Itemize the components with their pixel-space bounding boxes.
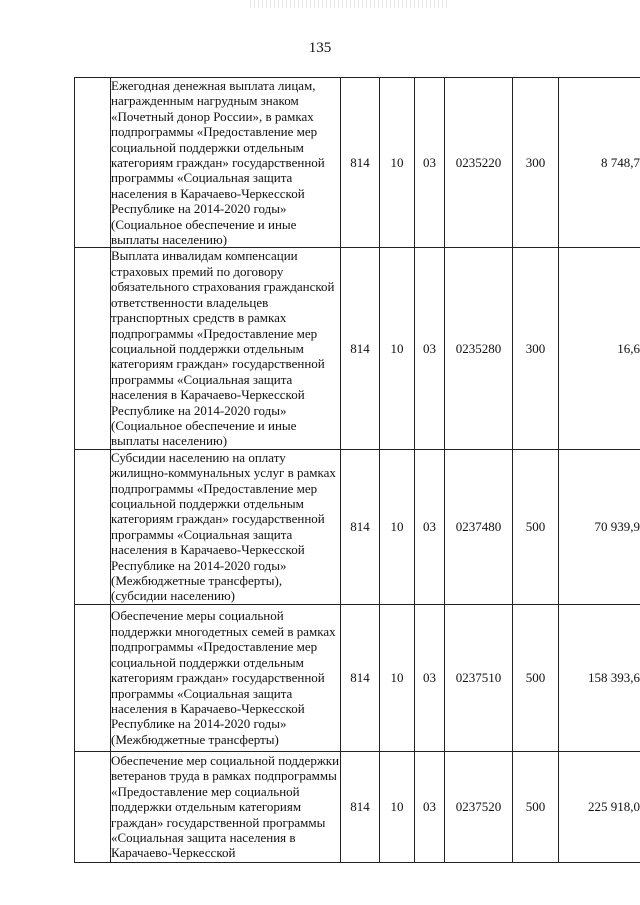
budget-table: [74, 77, 640, 863]
blank-cell: [75, 78, 111, 248]
amount-cell: 16,6: [559, 248, 640, 449]
target-article-cell: 0237510: [445, 604, 513, 751]
ministry-code-cell: 814: [341, 604, 380, 751]
blank-cell: [75, 604, 111, 751]
subsection-code-cell: 03: [415, 751, 445, 862]
amount-cell: 158 393,6: [559, 604, 640, 751]
table-row: [75, 751, 640, 862]
amount-cell: 8 748,7: [559, 78, 640, 248]
blank-cell: [75, 248, 111, 449]
table-row: [75, 449, 640, 604]
ministry-code-cell: 814: [341, 751, 380, 862]
description-cell: Обеспечение меры социальной поддержки многодетных семей в рамках подпрограммы «Предоставление мер социальной поддержки отдельным категориям граждан» государственной программы «Социальная защита населения в Карачаево-Черкесской Республике на 2014-2020 годы» (Межбюджетные трансферты): [111, 604, 341, 751]
subsection-code-cell: 03: [415, 449, 445, 604]
description-cell: Обеспечение мер социальной поддержки ветеранов труда в рамках подпрограммы «Предоставление мер социальной поддержки отдельным категориям граждан» государственной программы «Социальная защита населения в Карачаево-Черкесской: [111, 752, 340, 861]
description-cell: Выплата инвалидам компенсации страховых премий по договору обязательного страхования гражданской ответственности владельцев транспортных средств в рамках подпрограммы «Предоставление мер социальной поддержки отдельным категориям граждан» государственной программы «Социальная защита населения в Карачаево-Черкесской Республике на 2014-2020 годы» (Социальное обеспечение и иные выплаты населению): [111, 248, 341, 449]
subsection-code-cell: 03: [415, 248, 445, 449]
expense-type-cell: 500: [513, 604, 559, 751]
blank-cell: [75, 449, 111, 604]
description-cell: Ежегодная денежная выплата лицам, награжденным нагрудным знаком «Почетный донор России», в рамках подпрограммы «Предоставление мер социальной поддержки отдельным категориям граждан» государственной программы «Социальная защита населения в Карачаево-Черкесской Республике на 2014-2020 годы» (Социальное обеспечение и иные выплаты населению): [111, 78, 341, 248]
target-article-cell: 0235280: [445, 248, 513, 449]
expense-type-cell: 300: [513, 248, 559, 449]
ministry-code-cell: 814: [341, 449, 380, 604]
table-row: [75, 604, 640, 751]
section-code-cell: 10: [380, 78, 415, 248]
amount-cell: 225 918,0: [559, 751, 640, 862]
table-row: [75, 78, 640, 248]
subsection-code-cell: 03: [415, 604, 445, 751]
table-row: [75, 248, 640, 449]
target-article-cell: 0235220: [445, 78, 513, 248]
expense-type-cell: 500: [513, 751, 559, 862]
section-code-cell: 10: [380, 449, 415, 604]
section-code-cell: 10: [380, 751, 415, 862]
section-code-cell: 10: [380, 604, 415, 751]
expense-type-cell: 500: [513, 449, 559, 604]
ministry-code-cell: 814: [341, 78, 380, 248]
target-article-cell: 0237520: [445, 751, 513, 862]
section-code-cell: 10: [380, 248, 415, 449]
blank-cell: [75, 751, 111, 862]
scan-artifact: [250, 0, 450, 8]
subsection-code-cell: 03: [415, 78, 445, 248]
amount-cell: 70 939,9: [559, 449, 640, 604]
target-article-cell: 0237480: [445, 449, 513, 604]
expense-type-cell: 300: [513, 78, 559, 248]
description-cell: Субсидии населению на оплату жилищно-коммунальных услуг в рамках подпрограммы «Предоставление мер социальной поддержки отдельным категориям граждан» государственной программы «Социальная защита населения в Карачаево-Черкесской Республике на 2014-2020 годы» (Межбюджетные трансферты), (субсидии населению): [111, 449, 341, 604]
ministry-code-cell: 814: [341, 248, 380, 449]
page-number: 135: [308, 40, 332, 56]
